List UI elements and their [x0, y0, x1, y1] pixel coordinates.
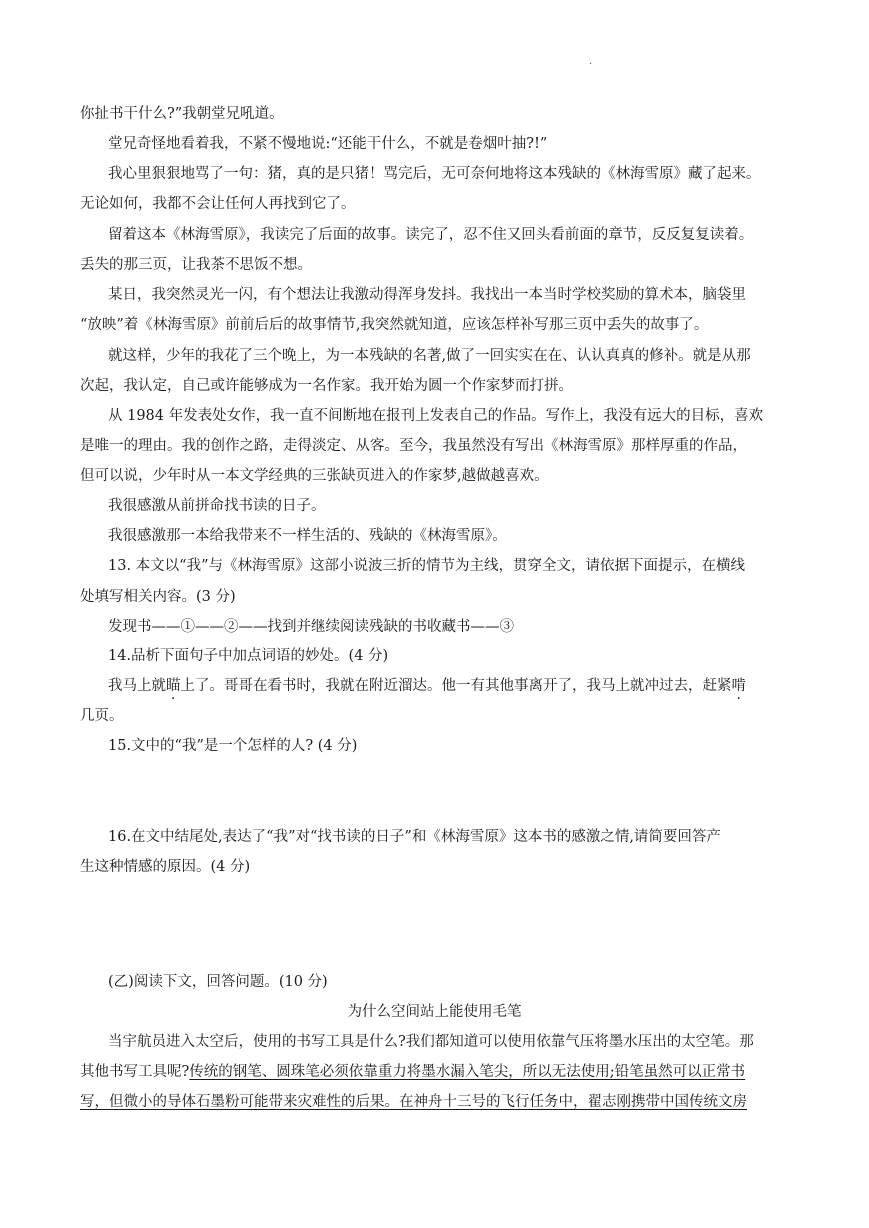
text-line: 你扯书干什么?”我朝堂兄吼道。	[80, 106, 284, 122]
underlined-text: 写，但微小的导体石墨粉可能带来灾难性的后果。在神舟十三号的飞行任务中，翟志刚携带中国传统文房	[80, 1094, 747, 1110]
text-line: 丢失的那三页，让我茶不思饭不想。	[80, 257, 312, 273]
text-line: 某日，我突然灵光一闪，有个想法让我激动得浑身发抖。我找出一本当时学校奖励的算术本，脑袋里	[108, 287, 746, 303]
sentence-part: 上了。哥哥在看书时，我就在附近溜达。他一有其他事离开了，我马上就冲过去，赶紧	[180, 678, 732, 694]
text-line: 无论如何，我都不会让任何人再找到它了。	[80, 196, 356, 212]
header-mark: .	[589, 56, 593, 67]
question-13: 13. 本文以“我”与《林海雪原》这部小说波三折的情节为主线，贯穿全文，请依据下面提示，在横线	[108, 558, 745, 574]
question-15: 15.文中的“我”是一个怎样的人? (4 分)	[108, 738, 358, 754]
text-line: 堂兄奇怪地看着我，不紧不慢地说:“还能干什么，不就是卷烟叶抽?!”	[108, 136, 548, 152]
text-line	[80, 1092, 792, 1112]
dotted-word: 瞄	[166, 678, 181, 694]
text-line: 从 1984 年发表处女作，我一直不间断地在报刊上发表自己的作品。写作上，我没有远大的目标，喜欢	[108, 408, 764, 424]
question-13-cont: 处填写相关内容。(3 分)	[80, 589, 236, 605]
text-line: 但可以说，少年时从一本文学经典的三张缺页进入的作家梦,越做越喜欢。	[80, 468, 549, 484]
article-title: 为什么空间站上能使用毛笔	[347, 1004, 522, 1020]
question-13-prompt: 发现书——①——②——找到并继续阅读残缺的书收藏书——③	[108, 619, 514, 635]
text-line	[80, 1062, 792, 1082]
text-line: “放映”着《林海雪原》前前后后的故事情节,我突然就知道，应该怎样补写那三页中丢失的故事了。	[80, 317, 709, 333]
text-line: 我很感激那一本给我带来不一样生活的、残缺的《林海雪原》。	[108, 528, 507, 544]
sentence-part: 我马上就	[108, 678, 166, 694]
text-line: 我很感激从前拼命找书读的日子。	[108, 498, 326, 514]
dotted-word: 啃	[731, 678, 746, 694]
text-line: 就这样，少年的我花了三个晚上，为一本残缺的名著,做了一回实实在在、认认真真的修补。就是从那	[108, 348, 751, 364]
text-line: 次起，我认定，自己或许能够成为一名作家。我开始为圆一个作家梦而打拼。	[80, 378, 573, 394]
plain-text: 其他书写工具呢?	[80, 1064, 190, 1080]
text-line: 当宇航员进入太空后，使用的书写工具是什么?我们都知道可以使用依靠气压将墨水压出的太空笔。那	[108, 1034, 754, 1050]
section-heading: (乙)阅读下文，回答问题。(10 分)	[108, 974, 328, 990]
question-14-sentence-cont: 几页。	[80, 708, 124, 724]
question-16-cont: 生这种情感的原因。(4 分)	[80, 859, 251, 875]
question-14-sentence	[108, 676, 792, 696]
text-line: 我心里狠狠地骂了一句：猪，真的是只猪！骂完后，无可奈何地将这本残缺的《林海雪原》藏了起来。	[108, 166, 761, 182]
text-line: 是唯一的理由。我的创作之路，走得淡定、从客。至今，我虽然没有写出《林海雪原》那样厚重的作品，	[80, 438, 747, 454]
underlined-text: 传统的钢笔、圆珠笔必须依靠重力将墨水漏入笔尖，所以无法使用;铅笔虽然可以正常书	[189, 1064, 746, 1080]
question-16: 16.在文中结尾处,表达了“我”对“找书读的日子”和《林海雪原》这本书的感激之情,请简要回答产	[108, 829, 721, 845]
text-line: 留着这本《林海雪原》，我读完了后面的故事。读完了，忍不住又回头看前面的章节，反反复复读着。	[108, 227, 754, 243]
question-14: 14.品析下面句子中加点词语的妙处。(4 分)	[108, 648, 389, 664]
